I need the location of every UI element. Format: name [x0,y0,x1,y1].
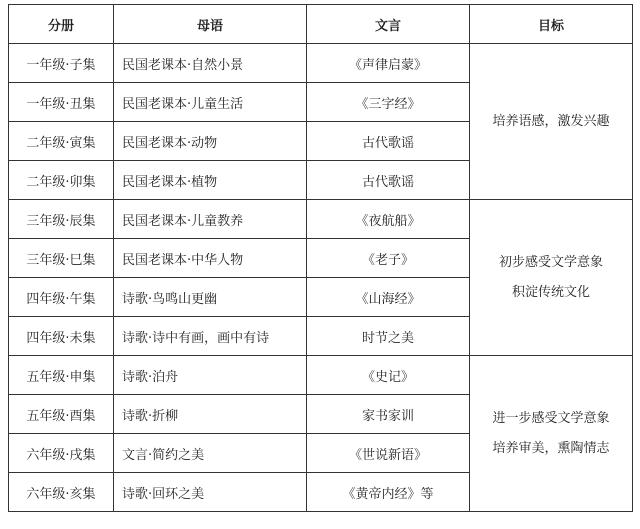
volume-cell: 一年级·丑集 [9,83,114,122]
volume-cell: 五年级·申集 [9,356,114,395]
header-fenc: 分册 [9,5,114,44]
mother-tongue-cell: 民国老课本·自然小景 [114,44,307,83]
volume-cell: 二年级·卯集 [9,161,114,200]
table-row [9,44,633,83]
classical-cell: 古代歌谣 [307,161,470,200]
classical-cell: 《老子》 [307,239,470,278]
table-row [9,200,633,239]
goal-line: 培养审美，熏陶情志 [492,440,610,456]
curriculum-table-container [8,4,633,512]
header-wenyan: 文言 [307,5,470,44]
table-row [9,356,633,395]
goal-line: 初步感受文学意象 [498,254,603,270]
volume-cell: 一年级·子集 [9,44,114,83]
volume-cell: 四年级·未集 [9,317,114,356]
mother-tongue-cell: 诗歌·回环之美 [114,473,307,512]
goal-cell-2 [470,200,633,356]
mother-tongue-cell: 诗歌·诗中有画，画中有诗 [114,317,307,356]
goal-line: 积淀传统文化 [511,284,590,300]
goal-line: 培养语感，激发兴趣 [492,113,610,129]
volume-cell: 三年级·巳集 [9,239,114,278]
classical-cell: 《世说新语》 [307,434,470,473]
header-mubiao: 目标 [470,5,633,44]
header-muyu: 母语 [114,5,307,44]
goal-cell-3 [470,356,633,512]
curriculum-table [8,4,633,512]
volume-cell: 四年级·午集 [9,278,114,317]
goal-cell-1 [470,44,633,200]
mother-tongue-cell: 民国老课本·儿童生活 [114,83,307,122]
goal-line: 进一步感受文学意象 [492,410,610,426]
volume-cell: 五年级·酉集 [9,395,114,434]
classical-cell: 《黄帝内经》等 [307,473,470,512]
classical-cell: 《三字经》 [307,83,470,122]
classical-cell: 《声律启蒙》 [307,44,470,83]
classical-cell: 家书家训 [307,395,470,434]
classical-cell: 古代歌谣 [307,122,470,161]
header-row [9,5,633,44]
mother-tongue-cell: 民国老课本·儿童教养 [114,200,307,239]
mother-tongue-cell: 民国老课本·动物 [114,122,307,161]
mother-tongue-cell: 诗歌·折柳 [114,395,307,434]
mother-tongue-cell: 诗歌·鸟鸣山更幽 [114,278,307,317]
mother-tongue-cell: 诗歌·泊舟 [114,356,307,395]
volume-cell: 六年级·戌集 [9,434,114,473]
classical-cell: 时节之美 [307,317,470,356]
volume-cell: 二年级·寅集 [9,122,114,161]
classical-cell: 《山海经》 [307,278,470,317]
mother-tongue-cell: 民国老课本·中华人物 [114,239,307,278]
mother-tongue-cell: 文言·简约之美 [114,434,307,473]
volume-cell: 六年级·亥集 [9,473,114,512]
classical-cell: 《史记》 [307,356,470,395]
mother-tongue-cell: 民国老课本·植物 [114,161,307,200]
volume-cell: 三年级·辰集 [9,200,114,239]
classical-cell: 《夜航船》 [307,200,470,239]
